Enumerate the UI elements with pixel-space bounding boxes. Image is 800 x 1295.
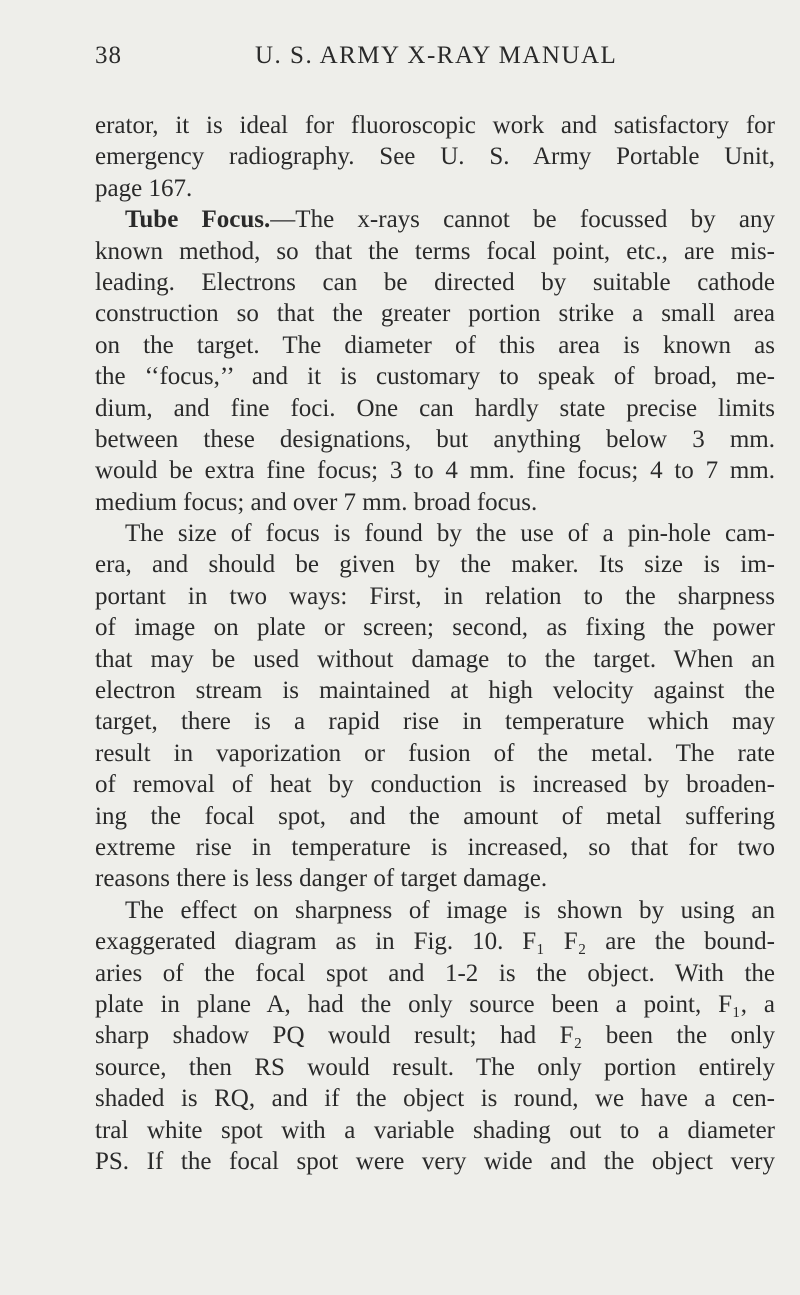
text-line xyxy=(95,204,775,235)
text-line: page 167. xyxy=(95,174,193,202)
text-line: sharp shadow PQ would result; had F₂ been the only xyxy=(95,1022,775,1050)
text-line: emergency radiography. See U. S. Army Portable Unit, xyxy=(95,143,775,171)
body-text xyxy=(95,110,775,1177)
text-line: known method, so that the terms focal point, etc., are mis- xyxy=(95,237,775,265)
text-line: of removal of heat by conduction is increased by broaden- xyxy=(95,771,775,799)
text-line: era, and should be given by the maker. Its size is im- xyxy=(95,551,775,579)
text-line: plate in plane A, had the only source been a point, F₁, a xyxy=(95,990,775,1018)
page-header xyxy=(95,42,775,74)
text-line: ing the focal spot, and the amount of metal suffering xyxy=(95,802,775,830)
text-line: aries of the focal spot and 1-2 is the object. With the xyxy=(95,959,775,987)
text-line: dium, and fine foci. One can hardly state precise limits xyxy=(95,394,775,422)
text-line: erator, it is ideal for fluoroscopic work and satisfactory for xyxy=(95,112,775,139)
text-line: tral white spot with a variable shading out to a diameter xyxy=(95,1116,775,1144)
text-line: result in vaporization or fusion of the metal. The rate xyxy=(95,739,775,767)
text-line: medium focus; and over 7 mm. broad focus. xyxy=(95,488,538,516)
text-line: The size of focus is found by the use of a pin-hole cam- xyxy=(125,520,775,548)
text-line: The effect on sharpness of image is shown by using an xyxy=(125,896,775,924)
text-line: the ‘‘focus,’’ and it is customary to speak of broad, me- xyxy=(95,363,775,391)
running-head: U. S. ARMY X-RAY MANUAL xyxy=(255,42,618,69)
text-line: source, then RS would result. The only portion entirely xyxy=(95,1053,775,1081)
text-line: that may be used without damage to the target. When an xyxy=(95,645,775,673)
section-heading: Tube Focus. xyxy=(125,206,271,234)
text-line: between these designations, but anything below 3 mm. xyxy=(95,425,775,453)
text-line: exaggerated diagram as in Fig. 10. F₁ F₂ are the bound- xyxy=(95,928,775,956)
text-line: PS. If the focal spot were very wide and the object very xyxy=(95,1147,775,1175)
text-run: —The x-rays cannot be focussed by any xyxy=(270,206,775,234)
text-line: portant in two ways: First, in relation to the sharpness xyxy=(95,582,775,610)
text-line: shaded is RQ, and if the object is round, we have a cen- xyxy=(95,1085,775,1113)
text-line: extreme rise in temperature is increased, so that for two xyxy=(95,833,775,861)
text-line: electron stream is maintained at high velocity against the xyxy=(95,677,775,705)
page-number: 38 xyxy=(95,42,122,69)
text-line: of image on plate or screen; second, as fixing the power xyxy=(95,614,775,642)
text-line: reasons there is less danger of target damage. xyxy=(95,865,548,893)
text-line: would be extra fine focus; 3 to 4 mm. fine focus; 4 to 7 mm. xyxy=(95,457,775,485)
text-line: on the target. The diameter of this area is known as xyxy=(95,331,775,359)
text-line: construction so that the greater portion strike a small area xyxy=(95,300,775,328)
text-line: target, there is a rapid rise in temperature which may xyxy=(95,708,775,736)
text-line: leading. Electrons can be directed by suitable cathode xyxy=(95,268,775,296)
